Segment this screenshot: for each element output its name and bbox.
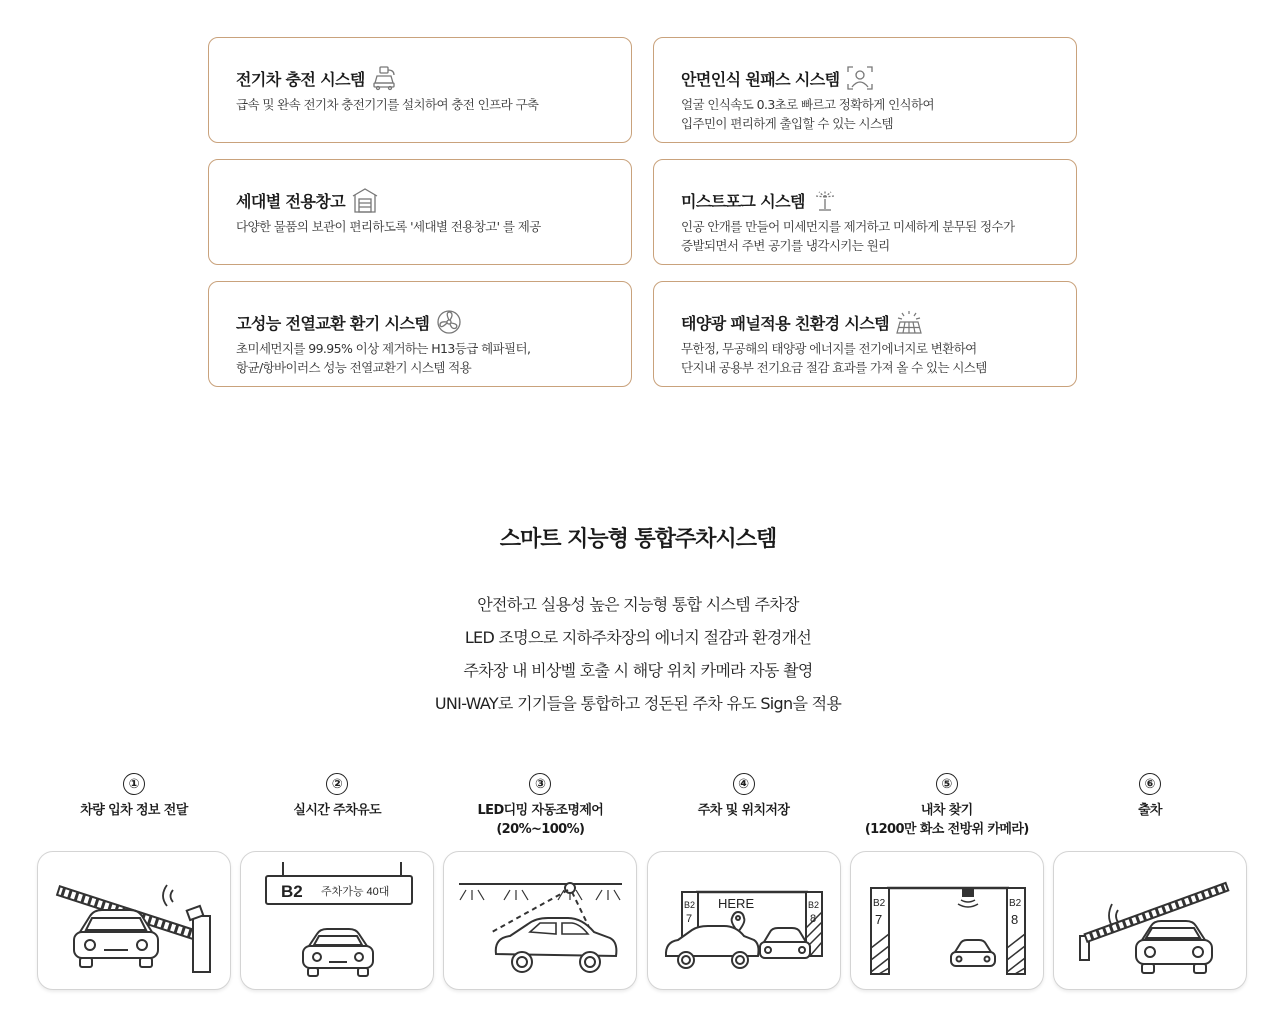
feature-desc: 무한정, 무공해의 태양광 에너지를 전기에너지로 변환하여 단지내 공용부 전기요금 절감 효과를 가져 올 수 있는 시스템: [681, 341, 987, 375]
feature-card-ev-charging: [208, 37, 632, 143]
feature-card-ventilation: [208, 281, 632, 387]
find-car-camera-icon: [850, 851, 1044, 990]
step-label: 내차 찾기 (1200만 화소 전방위 카메라): [864, 803, 1029, 837]
feature-card-solar: [653, 281, 1077, 387]
pillar-right-number: 8: [1010, 912, 1018, 927]
step-number: ③: [529, 773, 551, 795]
feature-card-mist-fog: [653, 159, 1077, 265]
sign-level: B2: [281, 882, 303, 901]
step-label: 출차: [1137, 803, 1162, 818]
feature-title: 미스트포그 시스템: [681, 191, 805, 211]
parking-steps: [37, 773, 1247, 990]
parking-location-icon: [647, 851, 841, 990]
solar-panel-icon: [895, 309, 923, 335]
feature-title: 태양광 패널적용 친환경 시스템: [681, 313, 890, 333]
feature-title: 고성능 전열교환 환기 시스템: [236, 313, 430, 333]
feature-desc: 다양한 물품의 보관이 편리하도록 '세대별 전용창고' 를 제공: [236, 219, 541, 234]
pillar-right-level: B2: [1008, 898, 1021, 909]
led-dimming-icon: [443, 851, 637, 990]
parking-step: [240, 773, 434, 990]
feature-title: 세대별 전용창고: [236, 191, 345, 211]
pillar-left-level: B2: [872, 898, 885, 909]
step-number: ②: [326, 773, 348, 795]
ev-charger-icon: [371, 65, 399, 91]
feature-title: 전기차 충전 시스템: [236, 69, 365, 89]
feature-grid: [208, 37, 1077, 387]
parking-step: [37, 773, 231, 990]
feature-card-storage: [208, 159, 632, 265]
feature-title: 안면인식 원패스 시스템: [681, 69, 840, 89]
parking-section-title: 스마트 지능형 통합주차시스템: [499, 527, 777, 552]
pillar-right-number: 8: [809, 913, 816, 925]
parking-step: [850, 773, 1044, 990]
pillar-left-number: 7: [685, 913, 692, 925]
feature-card-face-recognition: [653, 37, 1077, 143]
face-scan-icon: [846, 65, 874, 91]
step-label: 차량 입차 정보 전달: [80, 803, 188, 818]
step-label: LED디밍 자동조명제어 (20%~100%): [477, 803, 604, 837]
step-number: ①: [123, 773, 145, 795]
parking-guide-sign-icon: [240, 851, 434, 990]
parking-step: [443, 773, 637, 990]
step-number: ⑤: [936, 773, 958, 795]
mist-sprinkler-icon: [811, 187, 839, 213]
parking-section-desc: 안전하고 실용성 높은 지능형 통합 시스템 주차장 LED 조명으로 지하주차장의 에너지 절감과 환경개선 주차장 내 비상벨 호출 시 해당 위치 카메라 자동 촬영 UNI-WAY로 기기들을 통합하고 정돈된 주차 유도 Sign을 적용: [434, 595, 842, 713]
pillar-left-number: 7: [874, 912, 882, 927]
here-label: HERE: [717, 896, 754, 911]
pillar-right-level: B2: [807, 900, 819, 910]
step-number: ④: [733, 773, 755, 795]
feature-desc: 초미세먼지를 99.95% 이상 제거하는 H13등급 헤파필터, 항균/항바이러스 성능 전열교환기 시스템 적용: [236, 341, 531, 375]
ventilation-fan-icon: [435, 309, 463, 335]
step-number: ⑥: [1139, 773, 1161, 795]
feature-desc: 인공 안개를 만들어 미세먼지를 제거하고 미세하게 분무된 정수가 증발되면서 주변 공기를 냉각시키는 원리: [681, 219, 1015, 253]
car-exit-barrier-icon: [1053, 851, 1247, 990]
feature-desc: 급속 및 완속 전기차 충전기기를 설치하여 충전 인프라 구축: [236, 97, 539, 112]
sign-text: 주차가능 40대: [321, 886, 390, 898]
feature-desc: 얼굴 인식속도 0.3초로 빠르고 정확하게 인식하여 입주민이 편리하게 출입할 수 있는 시스템: [681, 97, 934, 131]
step-label: 실시간 주차유도: [293, 803, 381, 818]
storage-icon: [351, 187, 379, 213]
parking-step: [1053, 773, 1247, 990]
pillar-left-level: B2: [683, 900, 695, 910]
parking-step: [647, 773, 841, 990]
car-entry-barrier-icon: [37, 851, 231, 990]
step-label: 주차 및 위치저장: [697, 803, 790, 818]
